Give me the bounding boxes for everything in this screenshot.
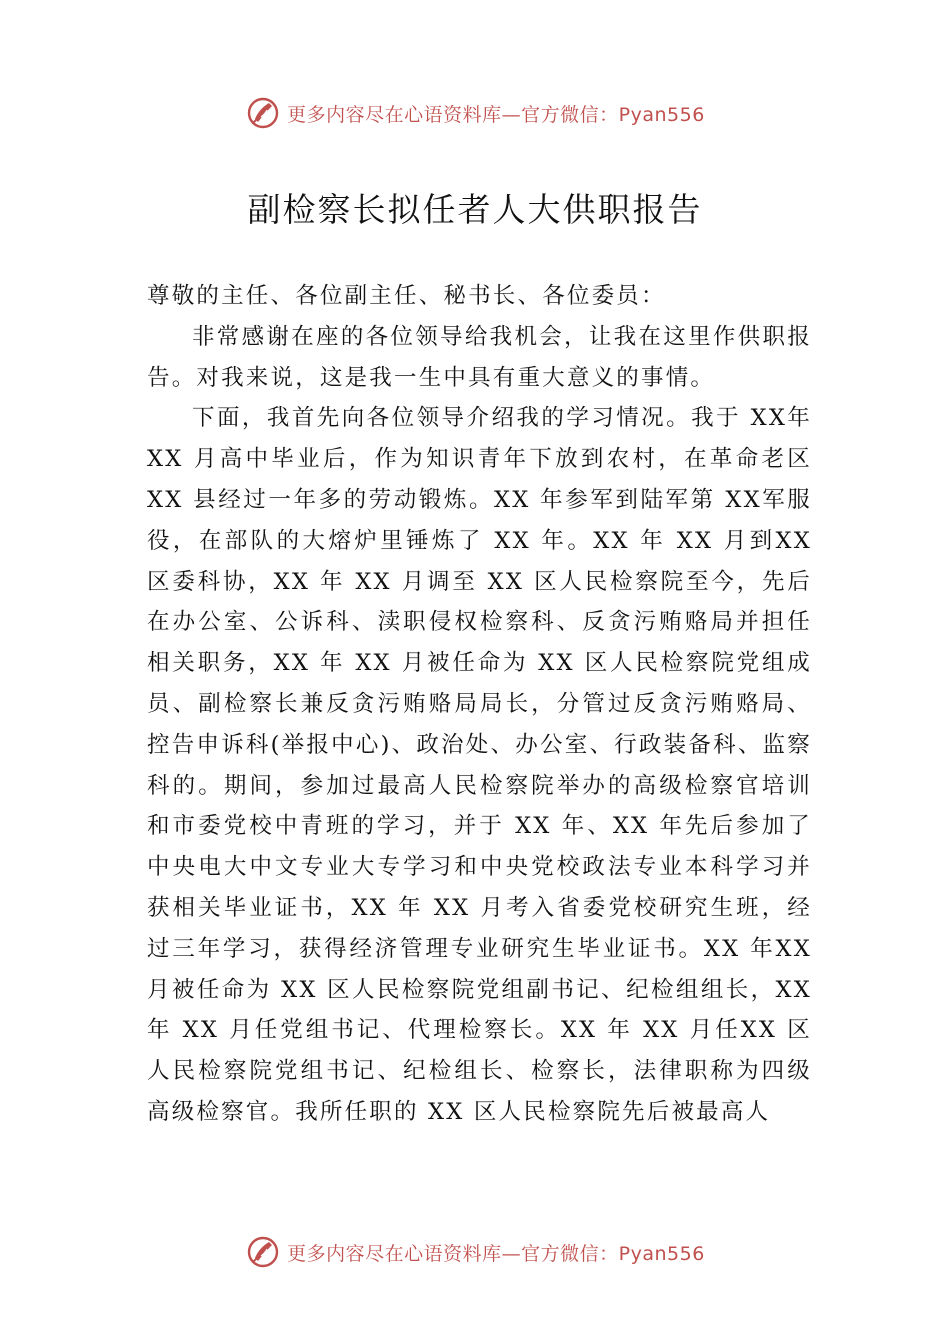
watermark-text: 更多内容尽在心语资料库—官方微信：Pyan556 (287, 1242, 705, 1265)
document-title: 副检察长拟任者人大供职报告 (247, 190, 703, 229)
paragraph-1: 非常感谢在座的各位领导给我机会，让我在这里作供职报告。对我来说，这是我一生中具有重大意义的事情。 (147, 323, 812, 391)
watermark-wechat-id: Pyan556 (618, 103, 705, 126)
document-body (147, 276, 812, 1133)
pen-logo-icon (245, 1234, 281, 1270)
footer-watermark (0, 1234, 950, 1270)
salutation: 尊敬的主任、各位副主任、秘书长、各位委员： (147, 283, 666, 309)
pen-logo-icon (245, 95, 281, 131)
watermark-text: 更多内容尽在心语资料库—官方微信：Pyan556 (287, 103, 705, 126)
header-watermark (0, 95, 950, 131)
paragraph-2: 下面，我首先向各位领导介绍我的学习情况。我于 XX年 XX 月高中毕业后，作为知识青年下放到农村，在革命老区 XX 县经过一年多的劳动锻炼。XX 年参军到陆军第 XX军服役，在部队的大熔炉里锤炼了 XX 年。XX 年 XX 月到XX 区委科协，XX 年 XX 月调至 XX 区人民检察院至今，先后在办公室、公诉科、渎职侵权检察科、反贪污贿赂局并担任相关职务，XX 年 XX 月被任命为 XX 区人民检察院党组成员、副检察长兼反贪污贿赂局局长，分管过反贪污贿赂局、控告申诉科(举报中心)、政治处、办公室、行政装备科、监察科的。期间，参加过最高人民检察院举办的高级检察官培训和市委党校中青班的学习，并于 XX 年、XX 年先后参加了中央电大中文专业大专学习和中央党校政法专业本科学习并获相关毕业证书，XX 年 XX 月考入省委党校研究生班，经过三年学习，获得经济管理专业研究生毕业证书。XX 年XX 月被任命为 XX 区人民检察院党组副书记、纪检组组长，XX 年 XX 月任党组书记、代理检察长。XX 年 XX 月任XX 区人民检察院党组书记、纪检组长、检察长，法律职称为四级高级检察官。我所任职的 XX 区人民检察院先后被最高人 (147, 405, 812, 1125)
watermark-wechat-id: Pyan556 (618, 1242, 705, 1265)
